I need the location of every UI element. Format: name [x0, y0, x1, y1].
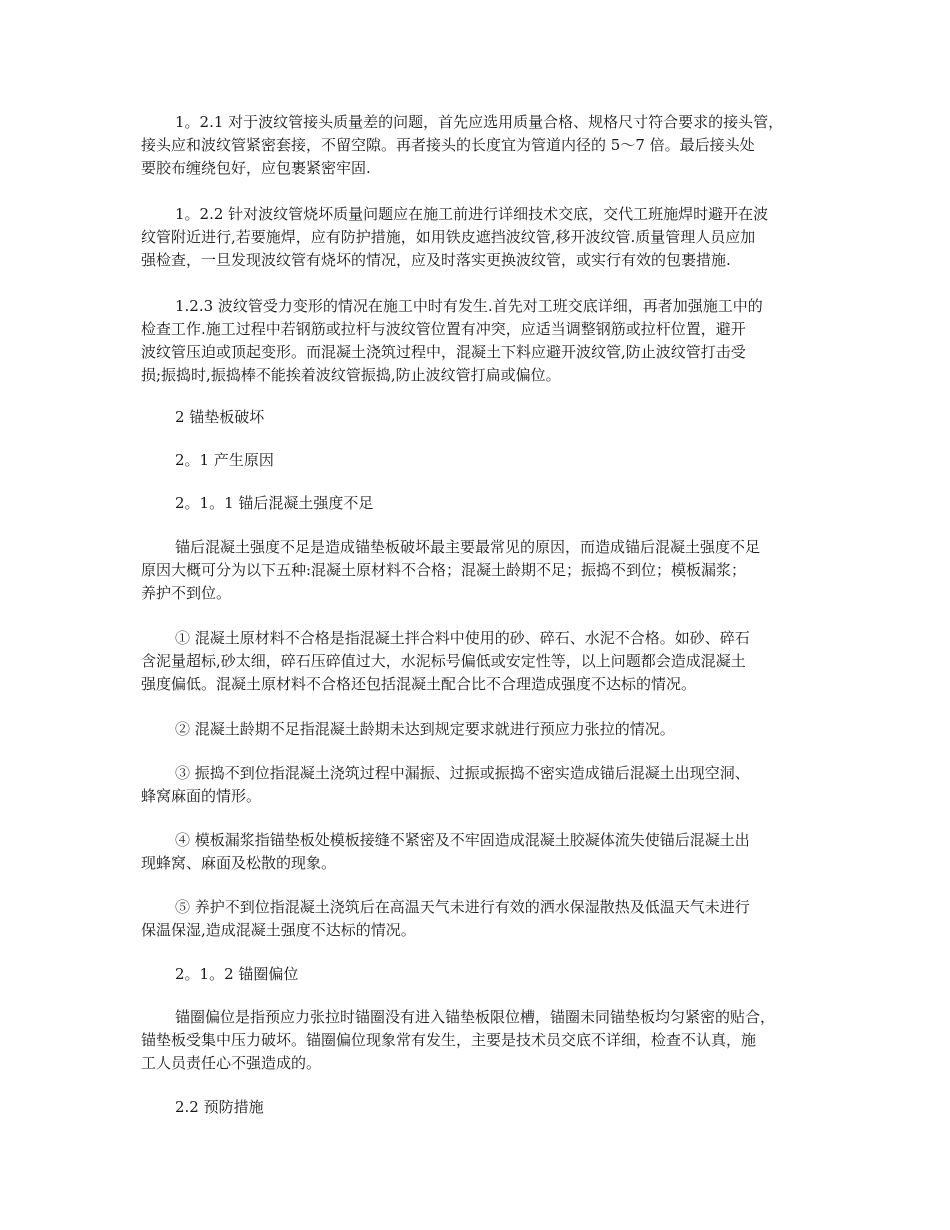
paragraph-cause-4: ④ 模板漏浆指锚垫板处模板接缝不紧密及不牢固造成混凝土胶凝体流失使锚后混凝土出 现蜂窝、麻面及松散的现象。: [141, 831, 750, 872]
subsection-heading-2-1-1: 2。1。1 锚后混凝土强度不足: [175, 494, 374, 512]
paragraph-1-2-3: 1.2.3 波纹管受力变形的情况在施工中时有发生.首先对工班交底详细，再者加强施工中的 检查工作.施工过程中若钢筋或拉杆与波纹管位置有冲突，应适当调整钢筋或拉杆位置，避开 波纹管压迫或顶起变形。而混凝土浇筑过程中，混凝土下料应避开波纹管,防止波纹管打击受 损;振捣时,振捣棒不能挨着波纹管振捣,防止波纹管打扁或偏位。: [141, 297, 763, 384]
subsection-heading-2-1: 2。1 产生原因: [175, 451, 274, 469]
section-heading-2: 2 锚垫板破坏: [175, 408, 265, 426]
paragraph-anchor-offset: 锚圈偏位是指预应力张拉时锚圈没有进入锚垫板限位槽，锚圈未同锚垫板均匀紧密的贴合， 锚垫板受集中压力破坏。锚圈偏位现象常有发生，主要是技术员交底不详细，检查不认真，施 工人员责任心不强造成的。: [141, 1008, 776, 1072]
subsection-heading-2-1-2: 2。1。2 锚圈偏位: [175, 965, 299, 983]
paragraph-cause-2: ② 混凝土龄期不足指混凝土龄期未达到规定要求就进行预应力张拉的情况。: [175, 720, 675, 738]
paragraph-cause-3: ③ 振捣不到位指混凝土浇筑过程中漏振、过振或振捣不密实造成锚后混凝土出现空洞、 蜂窝麻面的情形。: [141, 764, 750, 805]
paragraph-1-2-2: 1。2.2 针对波纹管烧坏质量问题应在施工前进行详细技术交底，交代工班施焊时避开在波 纹管附近进行,若要施焊，应有防护措施，如用铁皮遮挡波纹管,移开波纹管.质量管理人员应加 强检查，一旦发现波纹管有烧坏的情况，应及时落实更换波纹管，或实行有效的包裹措施.: [141, 205, 769, 269]
paragraph-cause-5: ⑤ 养护不到位指混凝土浇筑后在高温天气未进行有效的洒水保湿散热及低温天气未进行 保温保湿,造成混凝土强度不达标的情况。: [141, 898, 750, 939]
paragraph-strength-causes: 锚后混凝土强度不足是造成锚垫板破坏最主要最常见的原因，而造成锚后混凝土强度不足 原因大概可分为以下五种:混凝土原材料不合格；混凝土龄期不足；振捣不到位；模板漏浆； 养护不到位。: [141, 538, 761, 602]
paragraph-cause-1: ① 混凝土原材料不合格是指混凝土拌合料中使用的砂、碎石、水泥不合格。如砂、碎石 含泥量超标,砂太细，碎石压碎值过大，水泥标号偏低或安定性等，以上问题都会造成混凝土 强度偏低。混凝土原材料不合格还包括混凝土配合比不合理造成强度不达标的情况。: [141, 629, 750, 693]
subsection-heading-2-2: 2.2 预防措施: [175, 1098, 264, 1116]
paragraph-1-2-1: 1。2.1 对于波纹管接头质量差的问题，首先应选用质量合格、规格尺寸符合要求的接头管， 接头应和波纹管紧密套接，不留空隙。再者接头的长度宜为管道内径的 5～7 倍。最后接头处 要胶布缠绕包好，应包裹紧密牢固.: [141, 113, 784, 177]
